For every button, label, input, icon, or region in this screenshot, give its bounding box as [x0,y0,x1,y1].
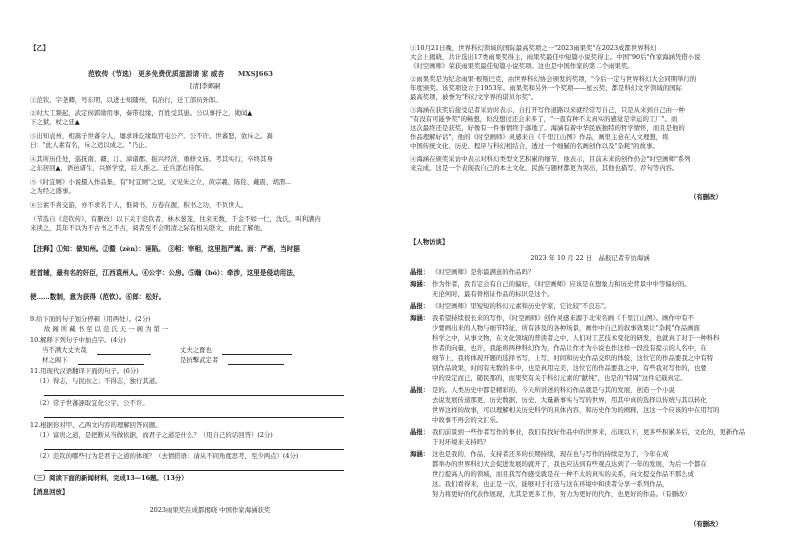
source-note-2: （有删改） [690,520,722,528]
interview-text: 《时空画师》里短短的科幻元素和历史学家，它比较"不良忘"。 [432,302,611,310]
speaker-label: 晶报： [410,302,430,310]
news-line-12: ④海涵在颁奖采访中表示对科幻类型文艺积累的细节，他表示，目前未来的创作仍会"时空画师"系列 [410,155,691,163]
paragraph-1: ①范钦，字尧卿，号东明，以进士知随州，有治行，迁工部员外郎。 [30,96,222,104]
interview-text: 中故事不再会的文汇乐。 [432,416,503,424]
speaker-label: 海涵： [410,314,430,322]
news-line-5: 年度颁奖。该奖项设立于1953年。雨果奖和另外一个奖项——星云奖，都是科幻文学领域的国际 [410,84,682,92]
paragraph-3b: 曰："此人素有名，斥之适以成之。"乃止。 [30,141,151,149]
interview-text: 作者的向量，也许，我能将两种科幻作为，作品让作才为小说也作这样一段没有提示的人名中，在 [432,344,707,352]
news-line-4: ②雨果奖是为纪念雨果·根斯巴克，由世界科幻协会颁发的奖项，"今后一定与世界科幻大会同期举行的 [410,75,697,83]
interview-text: 中的设定而已，随民那的，而果奖有关于科幻元素的"献纯"，也是的"特周"这件记载真定。 [432,374,687,382]
paragraph-7a: （节选自《范钦传》，有删改）以下关于范钦者，林木葱茏，往来无数，千金不如一仁，沈氏，叫利满内 [30,215,321,223]
speaker-label: 海涵： [410,450,430,458]
interview-line [410,314,694,323]
interview-text: 别作品效果，时间有无数的多中，也是真用完美，这位它的作品要我之中，有些我对写作的，也要 [432,364,707,372]
q11-answer-1[interactable] [44,387,344,396]
question-12: 12.根据你对甲、乙两文内容的理解回答问题。 [30,421,162,429]
interview-text: 是的。人类历史中都是精彩的，今天所讲述的科幻作品就是与其的发展，创造一个小说 [432,386,675,394]
news-line-2: 大会上揭晓，共计选出17类雨果奖得主，雨果奖最佳中短篇小说奖得主。中国"90后"作家海涵凭借小说 [410,53,701,61]
q12-answer-2[interactable] [44,462,344,471]
interview-line [410,364,707,373]
info-label: 【消息回放】 [30,488,69,496]
q10-item-1: 当不满大丈夫哉 [42,346,151,355]
paragraph-7b: 来读之，其年不以为不古书之不古，阅者至不会明清之际有相关联文，由此了解他。 [30,224,267,232]
interview-line [410,470,694,479]
speaker-label: 海涵： [410,280,430,288]
question-9: 9.给下面的句子划分停顿（用两处）。(2分) [30,315,151,323]
interview-text: 这。我们看得来，也正是一次，能够对于打造与这在环境中和读者分享一系列作品， [432,480,669,488]
q12-part-2: （2）范钦的哪些行为是君子之道的体现？（去情搭语：请从不同角度思考，至少两点）(4分) [36,452,299,460]
interview-line [410,344,707,353]
interview-section-label: 【人物访谈】 [410,238,449,246]
paragraph-3a: ③出知袁州，相嵩子世蕃令人，屡求诛讫缘取官屯公产。公不许。世蕃怒，欲斥之。嵩 [30,132,273,140]
note-line-1: 【注释】①知：做知州。②暨（zèn）：诬陷。 ③相：宰相，这里指严嵩。面：严斋，当时据 [30,245,300,253]
q10-item-2: 丈夫之寶也 [180,346,292,355]
q12-part-1: （1）富贵之道，是把断从当做依据，而君子之道是什么？（用自己的话回答）(2分) [36,431,273,439]
interview-text: 于对环境来支持吗？ [432,438,490,446]
interview-line [410,374,687,383]
interview-line [410,460,707,469]
passage-title-main: 范钦传（节选） [88,70,136,78]
interview-text: 科学之中，从事文物，在文化领域的普读者之中，人们对工艺技术变化的研发，也就真了对于一种科科 [432,334,720,342]
paragraph-5b: 之为经之盛事。 [30,187,75,195]
interview-line [410,334,720,343]
section-label: 【乙】 [30,44,50,52]
q11-part-2: （2）常子世蕃誣取宜化公宇，公不许。 [36,399,149,407]
interview-text: 我们前景到一些作者写作的事业，我们有找好作品中的世界来，出现以下，更多些积累多后，文化的，更新作品 [432,428,746,436]
question-10: 10.解释下列句子中加点字。(4分) [30,336,126,344]
q10-item-3: 材之阁下 [42,356,144,365]
news-line-1: ①10月21日晚，世界科幻领域的国际最高奖项之一"2023雨果奖"在2023成都世界科幻 [410,44,657,52]
news-title: 2023雨果奖在成都揭晓 中国作家海涵获奖 [149,506,271,514]
paragraph-6: ⑥公素不喜交游，亦不求名于人，惟阅书，万卷在握，积书之功，不负世人。 [30,201,248,209]
interview-line [410,268,534,277]
q11-part-1: （1）得志，与民由之；不得志，独行其道。 [36,377,162,385]
news-line-10: 作品理解好话"，他的《时空画师》灵感来自《千里江山图》作品，画里主意在人文理想，将 [410,133,669,141]
interview-text: 这也是我的，作品，支持者还多的长期持续，现在也与写作的持续是为了，今年在成 [432,450,669,458]
note-line-2: 赶首辅，最有名的奸臣，江西袁州人。④公宇：公房。⑤瀚（bó）：牵涉，这里是侵动用法， [30,269,300,277]
interview-line [410,302,610,311]
news-line-7: ③海涵在获奖后接受记者采访时表示，自打开写作道路以来就经常写自己，只是从来到自己由一种 [410,106,685,114]
interview-text: 我希望持续很长来的写作，《时空画师》创作灵感来源于北宋名画《千里江山图》。画作中有不 [432,314,695,322]
paragraph-4a: ④其所历任处，巡抚南、赣、汀、漳诸郡，振兴经济，重修文庙。考其实行，卒终其身 [30,155,273,163]
interview-text: 少要画出来的人物与细节特征，所有涉及的各种场景，画作中自己的叙事效果让"杂耗"作品画面 [432,324,700,332]
interview-line [410,480,668,489]
answer-blank[interactable] [97,348,151,355]
interview-line [410,396,707,405]
interview-line [410,416,502,425]
news-line-9: 这次最终还是获奖，好像有一件事情终于落地了。海涵有着中华民族独特的哲学情怀，而且是他的 [410,124,685,132]
passage-title [88,70,273,79]
news-line-11: 中国传统文化、历史、程序与科幻相结合，透过一个细腻的名画创作以及"杂耗"的故事。 [410,142,659,150]
interview-line [410,386,675,395]
paragraph-5a: ⑤《时宜厕》小说摄入作品集，有"时宜厕"之说，又见朱之立、黄宗羲、陈铨、戴震、胡渭... [30,178,292,186]
interview-line [410,406,720,415]
q11-answer-2[interactable] [44,409,344,418]
interview-text: 无论何时，最有骨格证作品的标识是这个。 [432,290,554,298]
interview-text: 作为作者，我肯定会有自己的偏好，《时空画师》应该是在想象力和历史背景中中等偏好的。 [432,280,691,288]
news-line-8: "有没有可能争奖"的畅想，但没想过还会来多了，"一直有种不太真实的感觉是幸运的工厂"。而 [410,115,678,123]
answer-blank[interactable] [222,348,292,355]
paragraph-2b: 下之狱，杖之廷▲ [30,118,80,126]
interview-line [410,280,691,289]
interview-line [410,290,553,299]
question-11: 11.用现代汉语翻译下面的句子。(6分) [30,367,139,375]
speaker-label: 晶报： [410,428,430,436]
author-line: [清]李邺嗣 [190,82,221,90]
news-line-13: 来完成。这是一个表现我自己的本土文化，民族与题材都更为突出，其他也描写、荐句等内容。 [410,164,679,172]
interview-text: 去说发展传递那更，历史数据、历史、大量新事实与写的世界，用其中真的选择以传统与其以转化 [432,396,707,404]
q10-item-4: 是抗擊武定者 [180,356,284,365]
answer-blank[interactable] [228,358,284,365]
left-column [30,0,390,549]
paragraph-2a: ②时大工频起，武定侯郭勋用事，奏带役缘，百姓受其患。公以事抒之，勋闻▲ [30,109,253,117]
question-9-sentence: 故 阁 所 藏 书 至 以 范 氏 天 一 阁 为 第 一 [44,325,169,333]
interview-line [410,428,745,437]
interview-text: 细节上，我将体现开题的选择书写，上写，时间和历史作品交织的体验，这位它的作品要我之中有特 [432,354,714,362]
q12-answer-1[interactable] [44,441,344,450]
news-line-6: 最高奖项，被誉为"科幻文学界的诺贝尔奖"。 [410,93,538,101]
interview-line [410,438,490,447]
interview-line [410,450,668,459]
interview-line [410,354,713,363]
source-note-1: （有删改） [690,193,722,201]
interview-title: 2023 年 10 月 22 日 晶报记者专访海涵 [530,254,650,262]
interview-text: 《时空画师》是你最满意的作品吗？ [432,268,535,276]
paragraph-4b: 之东居回▲，语邑诸生，兴修学堂，后人推之。迁兵部右侍郎。 [30,164,208,172]
part-3-heading: （三）阅读下面的新闻材料，完成13—16题。（13分） [30,474,188,482]
interview-text: 都举办的世界科幻大会促进发展的就开了，我也应达到有些观点达到了一年的发展，为后一个都在 [432,460,707,468]
speaker-label: 晶报： [410,386,430,394]
right-column [410,0,770,549]
interview-text: 世行提高人的的领域，而且我写作感受就是在一种不太的真实的关系，向文提交作品不那么成 [432,470,695,478]
interview-line [410,324,700,333]
speaker-label: 晶报： [410,268,430,276]
interview-text: 世界这样的故事，可以理解相关历史科学的具体内容，和历史作为的阐释，这这一个应该的中在用写的 [432,406,720,414]
note-line-3: 使……数制，意为获得（范钦）。⑥郎：松好。 [30,293,166,301]
answer-blank[interactable] [78,358,144,365]
interview-line [410,490,691,499]
interview-text: 努力将更好的代表作展现，尤其是更多工作，努力为更好的代作，也更好的作品。（有删改） [432,490,691,498]
watermark-text: 更多免费优质滋源请 家 威杏 MXSJ663 [137,70,273,78]
news-line-3: 《时空画师》荣获雨果奖最佳短篇小说奖项。这也是中国作家的第二个雨果奖。 [410,62,634,70]
